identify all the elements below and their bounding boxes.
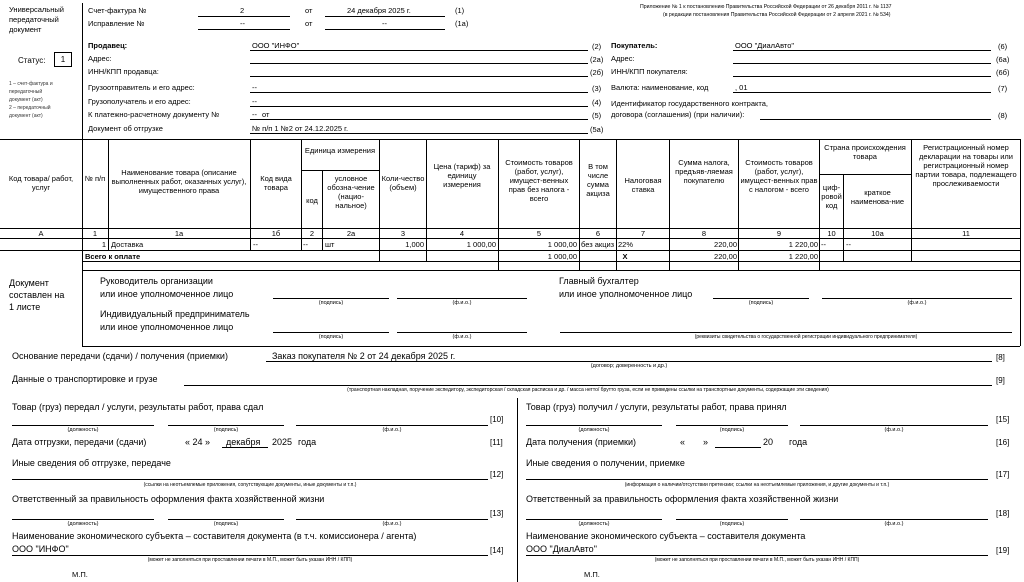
header-price: Цена (тариф) за единицу измерения [433, 162, 491, 189]
shipper-code: (3) [592, 84, 602, 93]
caption: (должность) [578, 521, 610, 527]
buyer-label: Покупатель: [611, 41, 658, 50]
header-country: Страна происхождения товара [824, 143, 906, 161]
head-label-1: Руководитель организации [100, 276, 213, 286]
index-cell: 6 [595, 229, 601, 238]
shipper-label: Грузоотправитель и его адрес: [88, 83, 195, 92]
note-line: 2 – передаточный [9, 105, 51, 111]
index-cell: 9 [776, 229, 782, 238]
responsible-left-code: [13] [490, 509, 504, 518]
buyer-address-code: (6а) [996, 55, 1010, 64]
seller-address-label: Адрес: [88, 54, 112, 63]
ship-month: декабря [226, 437, 261, 447]
caption: (подпись) [719, 521, 745, 527]
recv-day-close: » [703, 437, 709, 447]
caption: (ф.и.о.) [884, 521, 904, 527]
entrepreneur-label-2: или иное уполномоченное лицо [100, 322, 234, 332]
caption: (может не заполняться при проставлении печати в М.П., может быть указан ИНН / КПП) [147, 557, 353, 563]
seller-address-code: (2а) [590, 55, 604, 64]
caption: (ссылки на неотъемлемые приложения, сопутствующие документы, иные документы и т.п.) [143, 482, 357, 488]
consignee-value: -- [252, 97, 257, 106]
doc-pages-label [9, 277, 64, 313]
caption: (ф.и.о.) [452, 300, 472, 306]
basis-value: Заказ покупателя № 2 от 24 декабря 2025 г. [272, 351, 456, 361]
header-name: Наименование товара (описание выполненных работ, оказанных услуг), имущественного права [111, 168, 247, 195]
note-line: документ (акт) [9, 113, 43, 119]
transport-label: Данные о транспортировке и грузе [12, 374, 158, 384]
ship-code: [11] [490, 438, 503, 447]
row-total: 1 220,00 [788, 240, 818, 249]
buyer-inn-label: ИНН/КПП покупателя: [611, 67, 688, 76]
seller-value: ООО "ИНФО" [252, 41, 300, 50]
row-kind: -- [253, 240, 258, 249]
header-qty: Коли-чество (объем) [381, 174, 425, 192]
header-excise: В том числе сумма акциза [586, 162, 610, 198]
shipment-doc-label: Документ об отгрузке [88, 124, 163, 133]
consignee-code: (4) [592, 98, 602, 107]
caption: (должность) [67, 521, 99, 527]
entity-right-value: ООО "ДиалАвто" [526, 544, 597, 554]
contract-label-2: договора (соглашения) (при наличии): [611, 110, 745, 119]
doc-pages-line: 1 листе [9, 302, 41, 312]
recv-year-suffix: года [789, 437, 808, 447]
doc-pages-line: составлен на [9, 290, 65, 300]
index-cell: 1а [174, 229, 184, 238]
invoice-code: (1) [455, 6, 465, 15]
index-cell: 1б [271, 229, 281, 238]
currency-label: Валюта: наименование, код [611, 83, 709, 92]
row-price: 1 000,00 [466, 240, 496, 249]
index-cell: 4 [459, 229, 465, 238]
caption: (подпись) [318, 334, 344, 340]
title-line: документ [9, 25, 42, 34]
caption: (подпись) [213, 521, 239, 527]
status-notes [9, 80, 53, 120]
entrepreneur-label-1: Индивидуальный предприниматель [100, 309, 250, 319]
other-receipt-code: [17] [996, 470, 1010, 479]
payment-doc-label: К платежно-расчетному документу № [88, 110, 220, 119]
row-excise: без акциз [581, 240, 615, 249]
seller-label: Продавец: [88, 41, 128, 50]
header-unit-code: код [306, 196, 318, 205]
invoice-label: Счет-фактура № [88, 6, 147, 15]
currency-value: , 01 [735, 83, 748, 92]
caption: (ф.и.о.) [452, 334, 472, 340]
shipment-doc-value: № п/п 1 №2 от 24.12.2025 г. [252, 124, 349, 133]
ship-year-suffix: года [298, 437, 317, 447]
buyer-address-label: Адрес: [611, 54, 635, 63]
row-tax: 220,00 [714, 240, 737, 249]
row-unit-code: -- [303, 240, 308, 249]
header-code: Код товара/ работ, услуг [8, 174, 74, 192]
total-label: Всего к оплате [85, 252, 141, 261]
title-line: передаточный [9, 15, 59, 24]
header-num: № п/п [84, 174, 106, 183]
stamp-place-right: М.П. [584, 570, 600, 579]
header-kind: Код вида товара [260, 174, 292, 192]
index-cell: 11 [962, 229, 970, 238]
caption: (может не заполняться при проставлении печати в М.П., может быть указан ИНН / КПП) [654, 557, 860, 563]
buyer-value: ООО "ДиалАвто" [735, 41, 795, 50]
correction-code: (1а) [455, 19, 469, 28]
caption: (должность) [67, 427, 99, 433]
responsible-right-label: Ответственный за правильность оформления факта хозяйственной жизни [526, 494, 839, 504]
header-country-code: циф-ровой код [821, 183, 842, 210]
recv-day-open: « [680, 437, 686, 447]
index-cell: 1 [92, 229, 98, 238]
seller-code: (2) [592, 42, 602, 51]
header-unit: Единица измерения [304, 146, 376, 155]
caption: (должность) [578, 427, 610, 433]
caption: (подпись) [318, 300, 344, 306]
buyer-code: (6) [998, 42, 1008, 51]
invoice-from-label: от [305, 6, 313, 15]
basis-code: [8] [996, 353, 1005, 362]
index-cell: 8 [701, 229, 707, 238]
recv-year: 20 [763, 437, 774, 447]
other-shipment-label: Иные сведения об отгрузке, передаче [12, 458, 171, 468]
header-unit-name: условное обозна-чение (нацио-нальное) [327, 174, 375, 210]
header-country-name: краткое наименова-ние [850, 188, 905, 206]
seller-inn-label: ИНН/КПП продавца: [88, 67, 159, 76]
index-cell: 10а [871, 229, 884, 238]
row-cost: 1 000,00 [547, 240, 577, 249]
shipper-value: -- [252, 83, 257, 92]
caption: (ф.и.о.) [884, 427, 904, 433]
head-label-2: или иное уполномоченное лицо [100, 289, 234, 299]
shipment-doc-code: (5а) [590, 125, 604, 134]
index-cell: 3 [400, 229, 406, 238]
title-line: Универсальный [9, 5, 64, 14]
currency-code: (7) [998, 84, 1008, 93]
transport-code: [9] [996, 376, 1005, 385]
entity-left-code: [14] [490, 546, 504, 555]
received-code: [15] [996, 415, 1010, 424]
status-label: Статус: [18, 56, 46, 65]
row-num: 1 [101, 240, 106, 249]
row-qty: 1,000 [405, 240, 424, 249]
appendix-line-2: (в редакции постановления Правительства Российской Федерации от 2 апреля 2021 г. № 534) [663, 12, 891, 18]
document-type-title [9, 5, 64, 35]
entity-left-label: Наименование экономического субъекта – составителя документа (в т.ч. комиссионера / агента) [12, 531, 417, 541]
entity-left-value: ООО "ИНФО" [12, 544, 69, 554]
caption: (подпись) [748, 300, 774, 306]
recv-code: [16] [996, 438, 1010, 447]
header-cost: Стоимость товаров (работ, услуг), имущест-венных прав без налога - всего [505, 158, 573, 203]
invoice-number: 2 [240, 6, 245, 15]
status-value: 1 [54, 52, 72, 67]
handed-label: Товар (груз) передал / услуги, результаты работ, права сдал [12, 402, 264, 412]
caption: (ф.и.о.) [382, 521, 402, 527]
row-country-name: -- [846, 240, 851, 249]
ship-date-label: Дата отгрузки, передачи (сдачи) [12, 437, 147, 447]
caption: (подпись) [213, 427, 239, 433]
caption: (ф.и.о.) [907, 300, 927, 306]
row-rate: 22% [618, 240, 634, 249]
accountant-label-2: или иное уполномоченное лицо [559, 289, 693, 299]
invoice-date: 24 декабря 2025 г. [347, 6, 411, 15]
correction-date: -- [382, 19, 387, 28]
header-tax: Сумма налога, предъяв-ляемая покупателю [675, 158, 733, 185]
recv-date-label: Дата получения (приемки) [526, 437, 636, 447]
payment-doc-code: (5) [592, 111, 602, 120]
index-cell: 2а [346, 229, 356, 238]
handed-code: [10] [490, 415, 504, 424]
responsible-right-code: [18] [996, 509, 1010, 518]
stamp-place-left: М.П. [72, 570, 88, 579]
received-label: Товар (груз) получил / услуги, результаты работ, права принял [526, 402, 787, 412]
seller-inn-code: (2б) [590, 68, 604, 77]
ship-day: « 24 » [185, 437, 211, 447]
note-line: 1 – счет-фактура и [9, 81, 53, 87]
caption: (информация о наличии/отсутствии претензии; ссылки на неотъемлемые приложения, и другие документы и т.п.) [624, 482, 890, 488]
index-cell: А [38, 229, 44, 238]
row-name: Доставка [111, 240, 144, 249]
correction-label: Исправление № [88, 19, 145, 28]
other-shipment-code: [12] [490, 470, 504, 479]
total-sum: 1 220,00 [788, 252, 818, 261]
other-receipt-label: Иные сведения о получении, приемке [526, 458, 685, 468]
row-country-code: -- [821, 240, 826, 249]
accountant-label-1: Главный бухгалтер [559, 276, 639, 286]
payment-doc-value: -- [252, 110, 257, 119]
correction-number: -- [240, 19, 245, 28]
header-total: Стоимость товаров (работ, услуг), имущест-венных прав с налогом - всего [740, 158, 818, 194]
total-excise: X [622, 252, 628, 261]
correction-from-label: от [305, 19, 313, 28]
caption: (договор; доверенность и др.) [590, 363, 668, 369]
caption: (транспортная накладная, поручение экспедитору, экспедиторская / складская расписка и др. / масса нетто/ брутто груза, если не приведены ссылки на транспортные документы, содержащие эти сведения) [347, 387, 829, 393]
payment-from-label: от [262, 110, 270, 119]
contract-code: (8) [998, 111, 1008, 120]
note-line: передаточный [9, 89, 43, 95]
doc-pages-line: Документ [9, 278, 49, 288]
appendix-line-1: Приложение № 1 к постановлению Правительства Российской Федерации от 26 декабря 2011 г. № 1137 [640, 4, 892, 10]
consignee-label: Грузополучатель и его адрес: [88, 97, 191, 106]
header-reg: Регистрационный номер декларации на товары или регистрационный номер партии товара, подлежащего прослеживаемости [915, 143, 1017, 188]
header-rate: Налоговая ставка [624, 176, 662, 194]
caption: (подпись) [719, 427, 745, 433]
entity-right-code: [19] [996, 546, 1010, 555]
entity-right-label: Наименование экономического субъекта – составителя документа [526, 531, 806, 541]
contract-label-1: Идентификатор государственного контракта, [611, 99, 768, 108]
index-cell: 10 [827, 229, 836, 238]
index-cell: 7 [640, 229, 646, 238]
total-tax: 220,00 [714, 252, 737, 261]
basis-label: Основание передачи (сдачи) / получения (приемки) [12, 351, 228, 361]
note-line: документ (акт) [9, 97, 43, 103]
index-cell: 2 [309, 229, 315, 238]
responsible-left-label: Ответственный за правильность оформления факта хозяйственной жизни [12, 494, 325, 504]
buyer-inn-code: (6б) [996, 68, 1010, 77]
ship-year: 2025 [272, 437, 293, 447]
caption: (ф.и.о.) [382, 427, 402, 433]
total-cost: 1 000,00 [547, 252, 577, 261]
caption: (реквизиты свидетельства о государственной регистрации индивидуального предпринимателя) [694, 334, 918, 340]
index-cell: 5 [536, 229, 542, 238]
row-unit-name: шт [325, 240, 335, 249]
